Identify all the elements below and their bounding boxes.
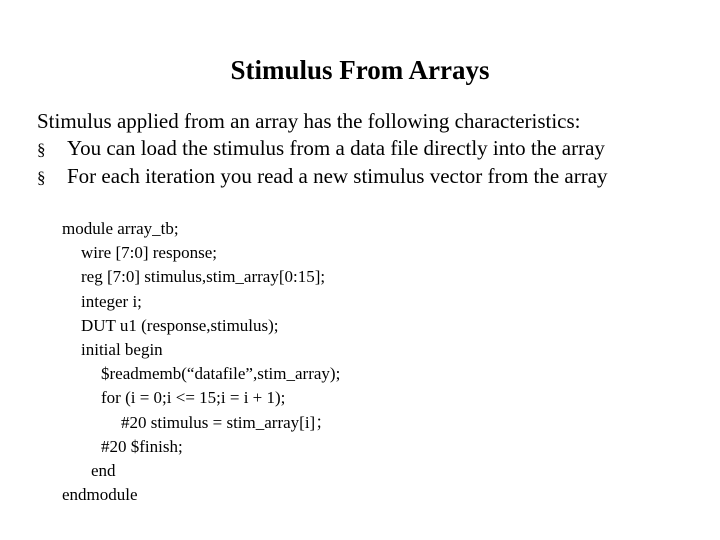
code-block [62,217,340,507]
code-line: module array_tb; [62,219,179,238]
bullet-marker-icon: § [37,140,46,159]
bullet-marker-icon: § [37,168,46,187]
code-line: reg [7:0] stimulus,stim_array[0:15]; [81,267,326,287]
bullet-list [37,135,608,191]
code-line: for (i = 0;i <= 15;i = i + 1); [101,388,286,408]
code-line: DUT u1 (response,stimulus); [81,315,279,335]
code-line: #20 $finish; [101,436,183,456]
code-line: #20 stimulus = stim_array[i]； [121,412,333,432]
bullet-text: For each iteration you read a new stimulus vector from the array [67,164,608,188]
code-line: $readmemb(“datafile”,stim_array); [101,364,341,384]
code-line: integer i; [81,291,142,311]
code-line: end [91,460,116,480]
code-line: initial begin [81,339,163,359]
slide-title: Stimulus From Arrays [230,55,490,85]
bullet-text: You can load the stimulus from a data file directly into the array [67,136,605,160]
intro-text: Stimulus applied from an array has the following characteristics: [37,109,581,133]
bullet-item [37,163,608,191]
code-line: endmodule [62,485,138,505]
bullet-item [37,135,608,163]
code-line: wire [7:0] response; [81,243,217,263]
